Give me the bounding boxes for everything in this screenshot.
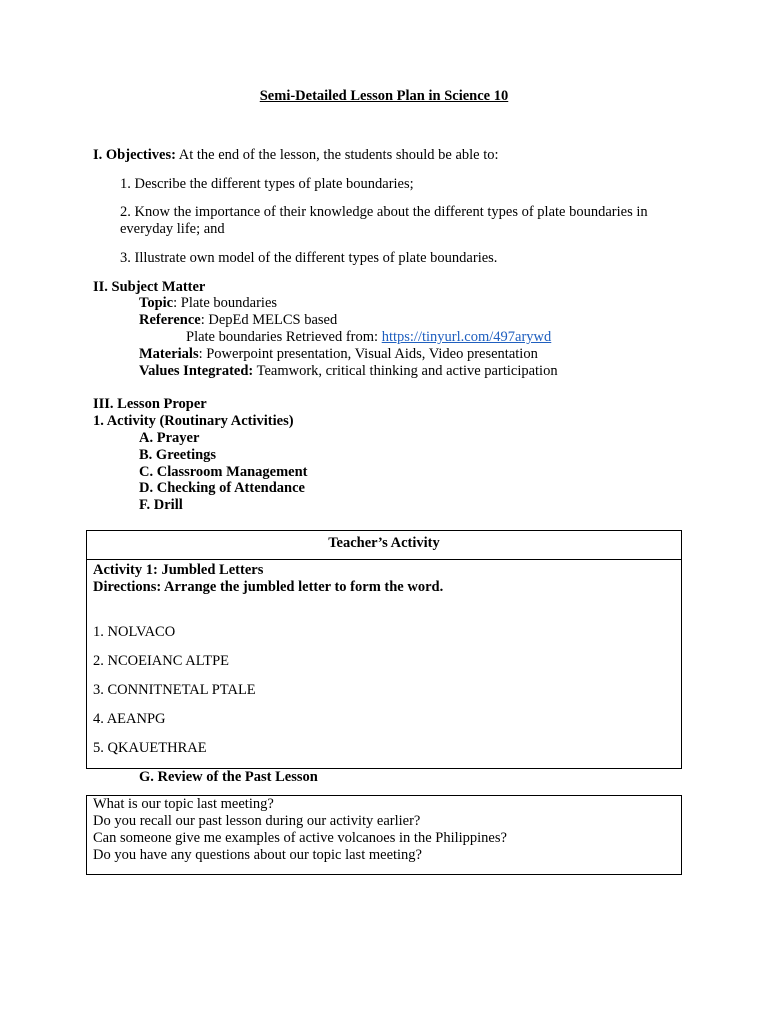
retrieved-line — [186, 329, 551, 346]
objective-item-2: 2. Know the importance of their knowledge about the different types of plate boundaries in everyday life; and — [120, 204, 648, 237]
values-line — [139, 363, 558, 380]
materials-label: Materials — [139, 346, 199, 362]
review-heading: G. Review of the Past Lesson — [139, 769, 318, 785]
teacher-activity-table — [86, 530, 682, 769]
subject-matter-heading: II. Subject Matter — [93, 279, 206, 295]
reference-line — [139, 312, 337, 329]
objectives-line — [93, 147, 499, 164]
retrieved-text: Plate boundaries Retrieved from: — [186, 329, 382, 345]
review-question: What is our topic last meeting? — [93, 796, 274, 812]
topic-value: : Plate boundaries — [173, 295, 278, 311]
reference-value: : DepEd MELCS based — [200, 312, 338, 328]
review-question: Do you have any questions about our topic last meeting? — [93, 847, 422, 863]
materials-line — [139, 346, 538, 363]
materials-value: : Powerpoint presentation, Visual Aids, Video presentation — [198, 346, 538, 362]
review-question: Can someone give me examples of active volcanoes in the Philippines? — [93, 830, 507, 846]
routine-item-drill: F. Drill — [139, 497, 183, 513]
jumbled-word-item: 2. NCOEIANC ALTPE — [93, 653, 230, 669]
objectives-heading: I. Objectives: — [93, 147, 176, 163]
objective-item-3: 3. Illustrate own model of the different types of plate boundaries. — [120, 250, 498, 266]
teacher-activity-header: Teacher’s Activity — [87, 531, 681, 560]
routine-item-classroom-management: C. Classroom Management — [139, 464, 308, 480]
objectives-intro: At the end of the lesson, the students should be able to: — [178, 147, 499, 163]
review-questions-box — [86, 795, 682, 875]
jumbled-word-list — [93, 624, 675, 760]
review-question: Do you recall our past lesson during our activity earlier? — [93, 813, 421, 829]
activity-directions: Directions: Arrange the jumbled letter to form the word. — [93, 579, 444, 595]
document-title: Semi-Detailed Lesson Plan in Science 10 — [259, 88, 509, 104]
values-value: Teamwork, critical thinking and active participation — [253, 363, 558, 379]
reference-link[interactable]: https://tinyurl.com/497arywd — [381, 329, 552, 345]
review-questions-list — [87, 796, 681, 866]
routine-item-greetings: B. Greetings — [139, 447, 217, 463]
activity-heading: 1. Activity (Routinary Activities) — [93, 413, 294, 429]
jumbled-word-item: 3. CONNITNETAL PTALE — [93, 682, 256, 698]
routine-item-attendance: D. Checking of Attendance — [139, 480, 305, 496]
routine-item-prayer: A. Prayer — [139, 430, 200, 446]
lesson-proper-heading: III. Lesson Proper — [93, 396, 207, 412]
activity-title: Activity 1: Jumbled Letters — [93, 562, 264, 578]
jumbled-word-item: 1. NOLVACO — [93, 624, 176, 640]
topic-line — [139, 295, 277, 312]
jumbled-word-item: 4. AEANPG — [93, 711, 166, 727]
reference-label: Reference — [139, 312, 201, 328]
teacher-activity-body — [87, 560, 681, 762]
topic-label: Topic — [139, 295, 174, 311]
values-label: Values Integrated: — [139, 363, 254, 379]
objective-item-1: 1. Describe the different types of plate boundaries; — [120, 176, 414, 192]
jumbled-word-item: 5. QKAUETHRAE — [93, 740, 207, 756]
